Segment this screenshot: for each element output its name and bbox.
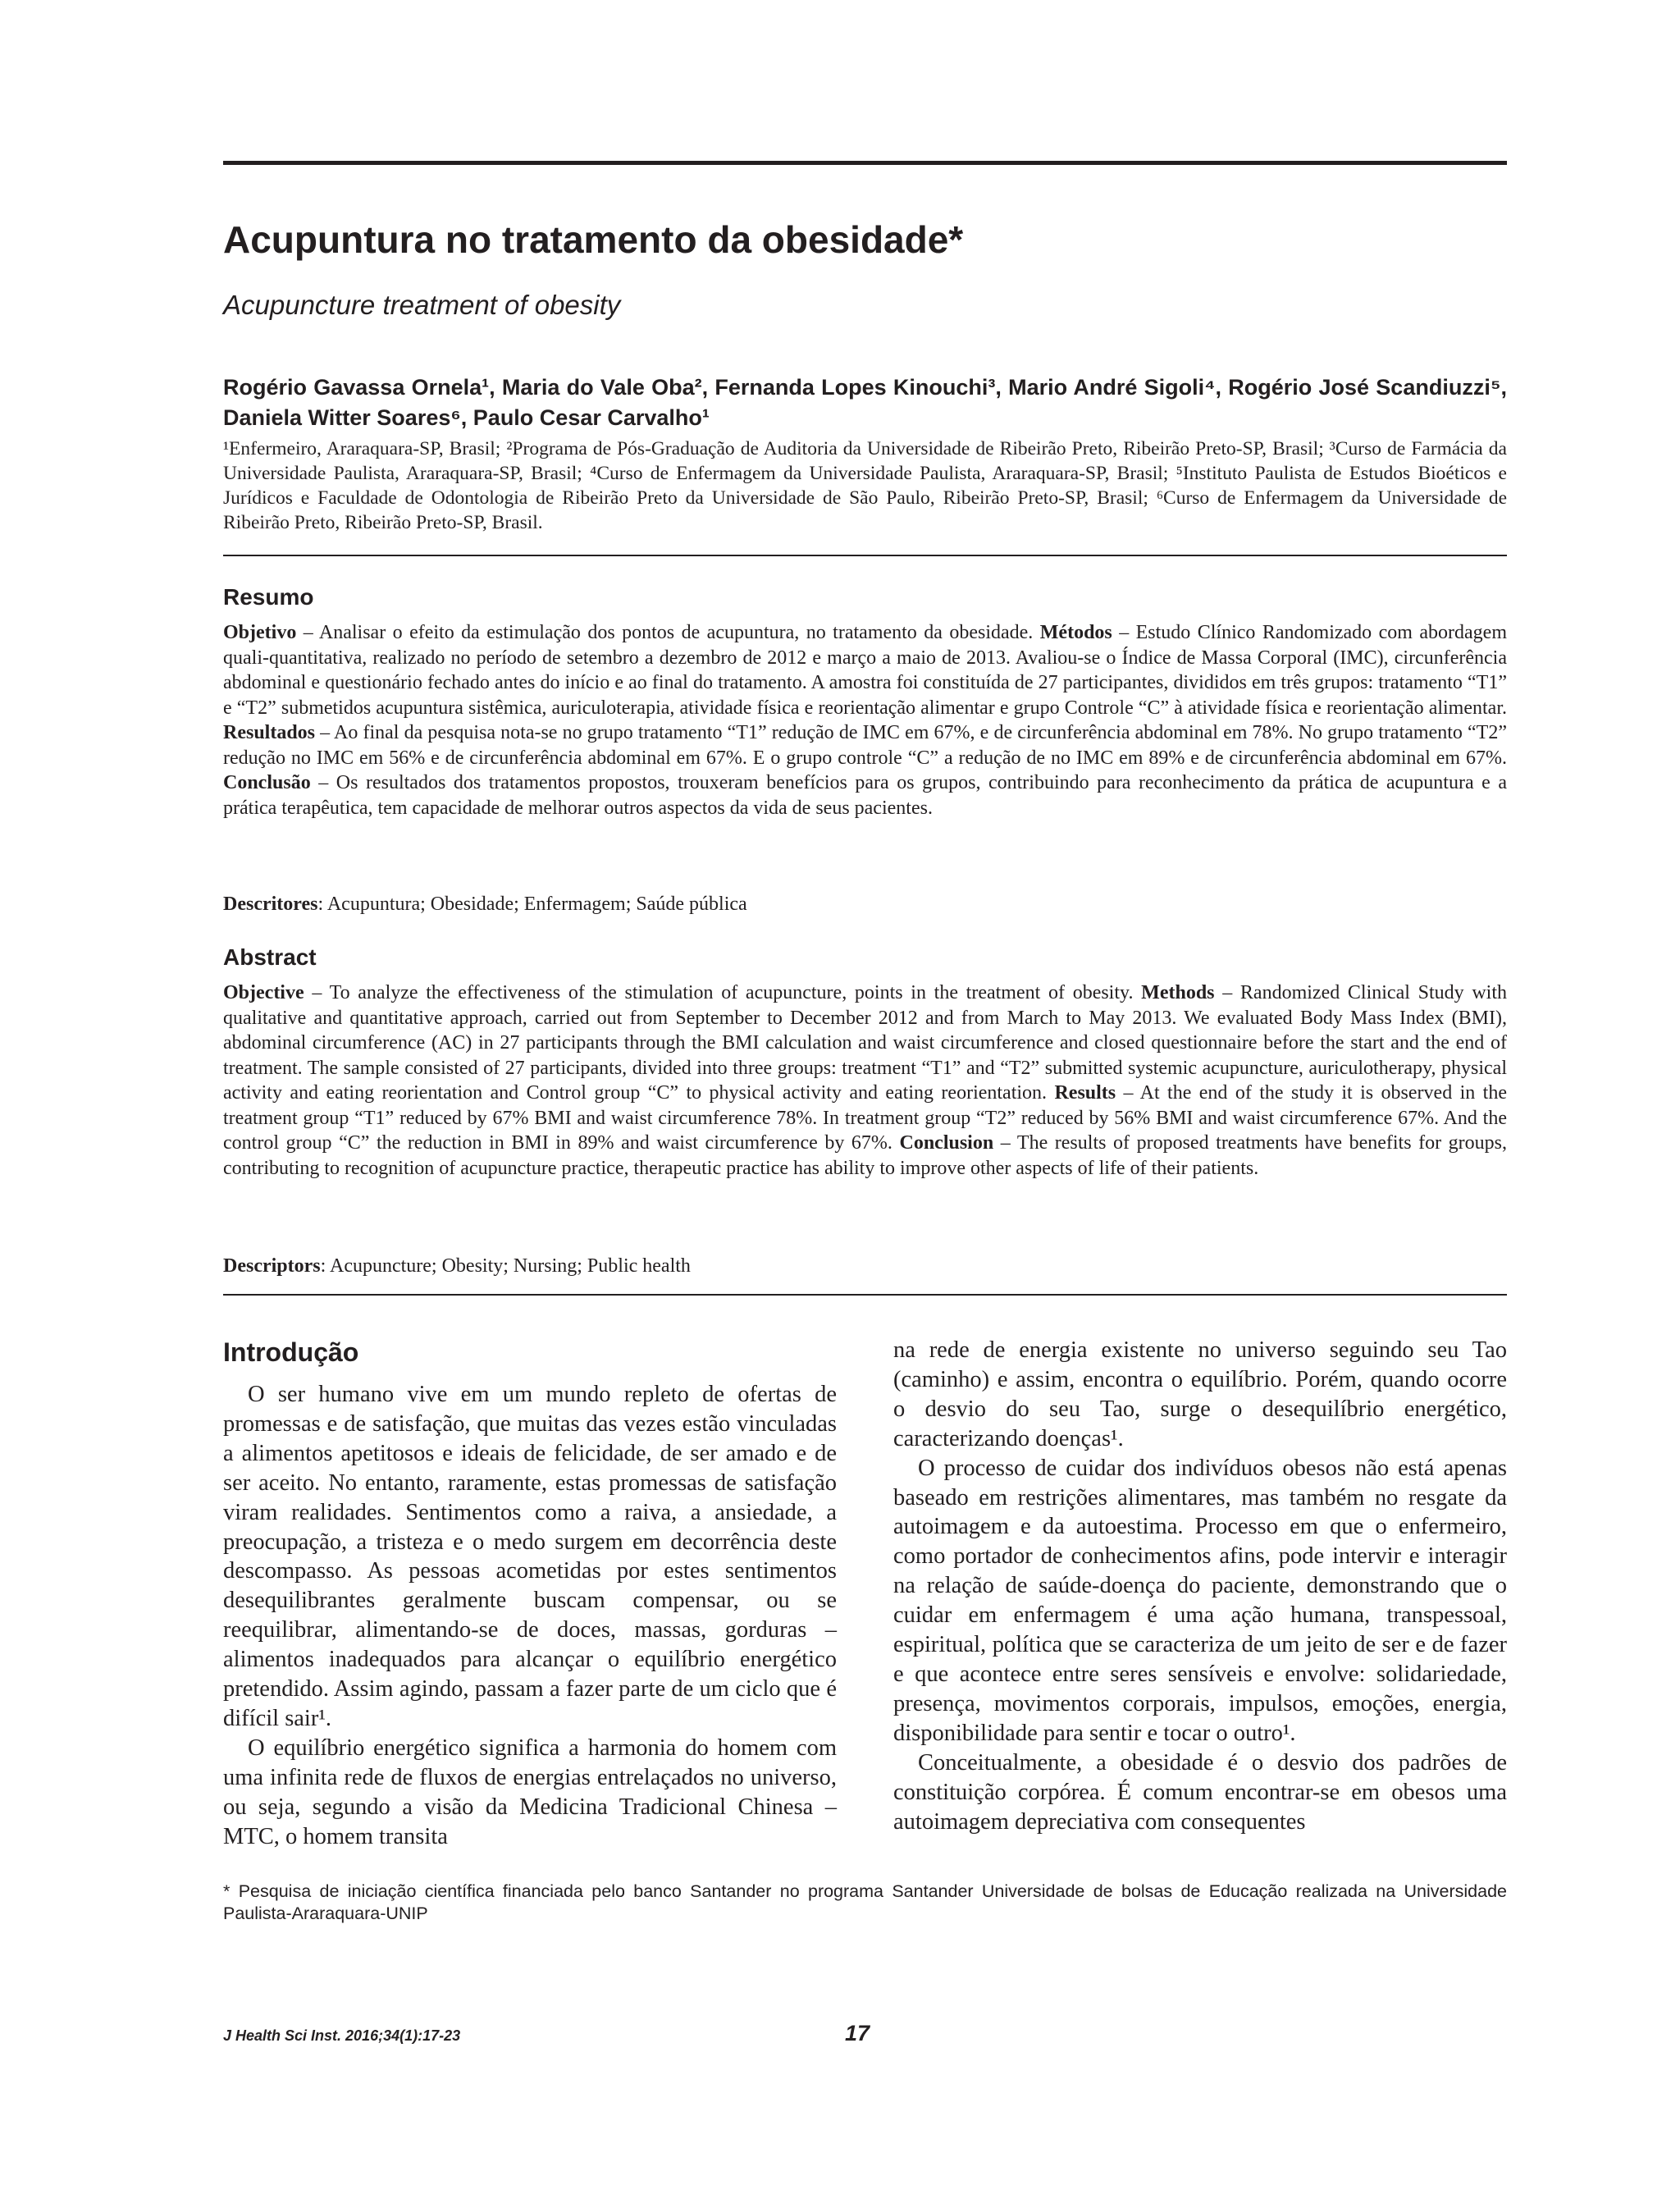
abstract-methods-label: Methods	[1141, 982, 1215, 1003]
journal-citation: J Health Sci Inst. 2016;34(1):17-23	[223, 2027, 461, 2044]
abstract-conclusion-label: Conclusion	[899, 1132, 994, 1154]
abstract-descriptors	[223, 1254, 1507, 1278]
introducao-heading: Introdução	[223, 1337, 359, 1367]
abstract-objective-label: Objective	[223, 982, 304, 1003]
resumo-heading: Resumo	[223, 584, 314, 610]
resumo-objetivo-text: – Analisar o efeito da estimulação dos pontos de acupuntura, no tratamento da obesidade.	[296, 622, 1040, 643]
abstract-results-text: – At the end of the study it is observed in the treatment group “T1” reduced by 67% BMI and waist circumference 78%. In treatment group “T2” reduced by 56% BMI and waist circumference 67%. And the control group “C” the reduction in BMI in 89% and waist circumference by 67%.	[223, 1082, 1508, 1154]
intro-right-column	[893, 1336, 1507, 1836]
descritores-label: Descritores	[223, 894, 318, 915]
funding-footnote: * Pesquisa de iniciação científica financiada pelo banco Santander no programa Santander Universidade de bolsas de Educação realizada na Universidade Paulista-Araraquara-UNIP	[223, 1881, 1507, 1923]
intro-paragraph: O ser humano vive em um mundo repleto de ofertas de promessas e de satisfação, que muitas das vezes estão vinculadas a alimentos apetitosos e ideais de felicidade, de ser amado e de ser aceito. No entanto, raramente, estas promessas de satisfação viram realidades. Sentimentos como a raiva, a ansiedade, a preocupação, a tristeza e o medo surgem em decorrência deste descompasso. As pessoas acometidas por estes sentimentos desequilibrantes geralmente buscam compensar, ou se reequilibrar, alimentando-se de doces, massas, gorduras – alimentos inadequados para alcançar o equilíbrio energético pretendido. Assim agindo, passam a fazer parte de um ciclo que é difícil sair¹.	[223, 1382, 837, 1731]
resumo-resultados-text: – Ao final da pesquisa nota-se no grupo tratamento “T1” redução de IMC em 67%, e de circunferência abdominal em 78%. No grupo tratamento “T2” redução no IMC em 56% e de circunferência abdominal em 67%. E o grupo controle “C” a redução de no IMC em 89% e de circunferência abdominal em 67%.	[223, 722, 1507, 769]
article-title: Acupuntura no tratamento da obesidade*	[223, 218, 964, 261]
author-list: Rogério Gavassa Ornela¹, Maria do Vale Oba², Fernanda Lopes Kinouchi³, Mario André Sigoli⁴, Rogério José Scandiuzzi⁵, Daniela Witter Soares⁶, Paulo Cesar Carvalho¹	[223, 375, 1507, 430]
top-rule	[223, 161, 1507, 165]
descriptors-text: : Acupuncture; Obesity; Nursing; Public health	[320, 1255, 691, 1277]
resumo-metodos-label: Métodos	[1039, 622, 1112, 643]
resumo-body	[223, 620, 1507, 820]
intro-paragraph: Conceitualmente, a obesidade é o desvio dos padrões de constituição corpórea. É comum encontrar-se em obesos uma autoimagem depreciativa com consequentes	[893, 1749, 1507, 1835]
divider-after-abstract	[223, 1294, 1507, 1296]
resumo-resultados-label: Resultados	[223, 722, 316, 743]
intro-paragraph: O processo de cuidar dos indivíduos obesos não está apenas baseado em restrições alimentares, mas também no resgate da autoimagem e da autoestima. Processo em que o enfermeiro, como portador de conhecimentos afins, pode intervir e interagir na relação de saúde-doença do paciente, demonstrando que o cuidar em enfermagem é uma ação humana, transpessoal, espiritual, política que se caracteriza de um jeito de ser e de fazer e que acontece entre seres sensíveis e envolve: solidariedade, presença, movimentos corporais, impulsos, emoções, energia, disponibilidade para sentir e tocar o outro¹.	[893, 1455, 1507, 1746]
descriptors-label: Descriptors	[223, 1255, 321, 1277]
abstract-heading: Abstract	[223, 944, 317, 970]
affiliations: ¹Enfermeiro, Araraquara-SP, Brasil; ²Programa de Pós-Graduação de Auditoria da Universidade de Ribeirão Preto, Ribeirão Preto-SP, Brasil; ³Curso de Farmácia da Universidade Paulista, Araraquara-SP, Brasil; ⁴Curso de Enfermagem da Universidade Paulista, Araraquara-SP, Brasil; ⁵Instituto Paulista de Estudos Bioéticos e Jurídicos e Faculdade de Odontologia de Ribeirão Preto da Universidade de São Paulo, Ribeirão Preto-SP, Brasil; ⁶Curso de Enfermagem da Universidade de Ribeirão Preto, Ribeirão Preto-SP, Brasil.	[223, 438, 1507, 533]
abstract-conclusion-text: – The results of proposed treatments have benefits for groups, contributing to recognition of acupuncture practice, therapeutic practice has ability to improve other aspects of life of their patients.	[223, 1132, 1507, 1179]
intro-paragraph: O equilíbrio energético significa a harmonia do homem com uma infinita rede de fluxos de energias entrelaçados no universo, ou seja, segundo a visão da Medicina Tradicional Chinesa – MTC, o homem transita	[223, 1735, 837, 1849]
abstract-results-label: Results	[1054, 1082, 1116, 1104]
page-number: 17	[845, 2021, 870, 2045]
resumo-conclusao-text: – Os resultados dos tratamentos propostos, trouxeram benefícios para os grupos, contribuindo para reconhecimento da prática de acupuntura e a prática terapêutica, tem capacidade de melhorar outros aspectos da vida de seus pacientes.	[223, 772, 1507, 819]
abstract-objective-text: – To analyze the effectiveness of the stimulation of acupuncture, points in the treatment of obesity.	[304, 982, 1142, 1003]
abstract-body	[223, 980, 1507, 1181]
resumo-metodos-text: – Estudo Clínico Randomizado com abordagem quali-quantitativa, realizado no período de setembro a dezembro de 2012 e março a maio de 2013. Avaliou-se o Índice de Massa Corporal (IMC), circunferência abdominal e questionário fechado antes do início e ao final do tratamento. A amostra foi constituída de 27 participantes, divididos em três grupos: tratamento “T1” e “T2” submetidos acupuntura sistêmica, auriculoterapia, atividade física e reorientação alimentar e grupo Controle “C” à atividade física e reorientação alimentar.	[223, 622, 1507, 719]
descritores-text: : Acupuntura; Obesidade; Enfermagem; Saúde pública	[317, 894, 747, 915]
resumo-descritores	[223, 892, 1507, 916]
resumo-objetivo-label: Objetivo	[223, 622, 297, 643]
intro-paragraph: na rede de energia existente no universo seguindo seu Tao (caminho) e assim, encontra o equilíbrio. Porém, quando ocorre o desvio do seu Tao, surge o desequilíbrio energético, caracterizando doenças¹.	[893, 1337, 1507, 1451]
abstract-methods-text: – Randomized Clinical Study with qualitative and quantitative approach, carried out from September to December 2012 and from March to May 2013. We evaluated Body Mass Index (BMI), abdominal circumference (AC) in 27 participants through the BMI calculation and waist circumference and closed questionnaire before the start and the end of treatment. The sample consisted of 27 participants, divided into three groups: treatment “T1” and “T2” submitted systemic acupuncture, auriculotherapy, physical activity and eating reorientation and Control group “C” to physical activity and eating reorientation.	[223, 982, 1507, 1104]
divider-after-affiliations	[223, 555, 1507, 556]
article-subtitle: Acupuncture treatment of obesity	[223, 290, 621, 320]
resumo-conclusao-label: Conclusão	[223, 772, 311, 793]
intro-left-column	[223, 1380, 837, 1852]
